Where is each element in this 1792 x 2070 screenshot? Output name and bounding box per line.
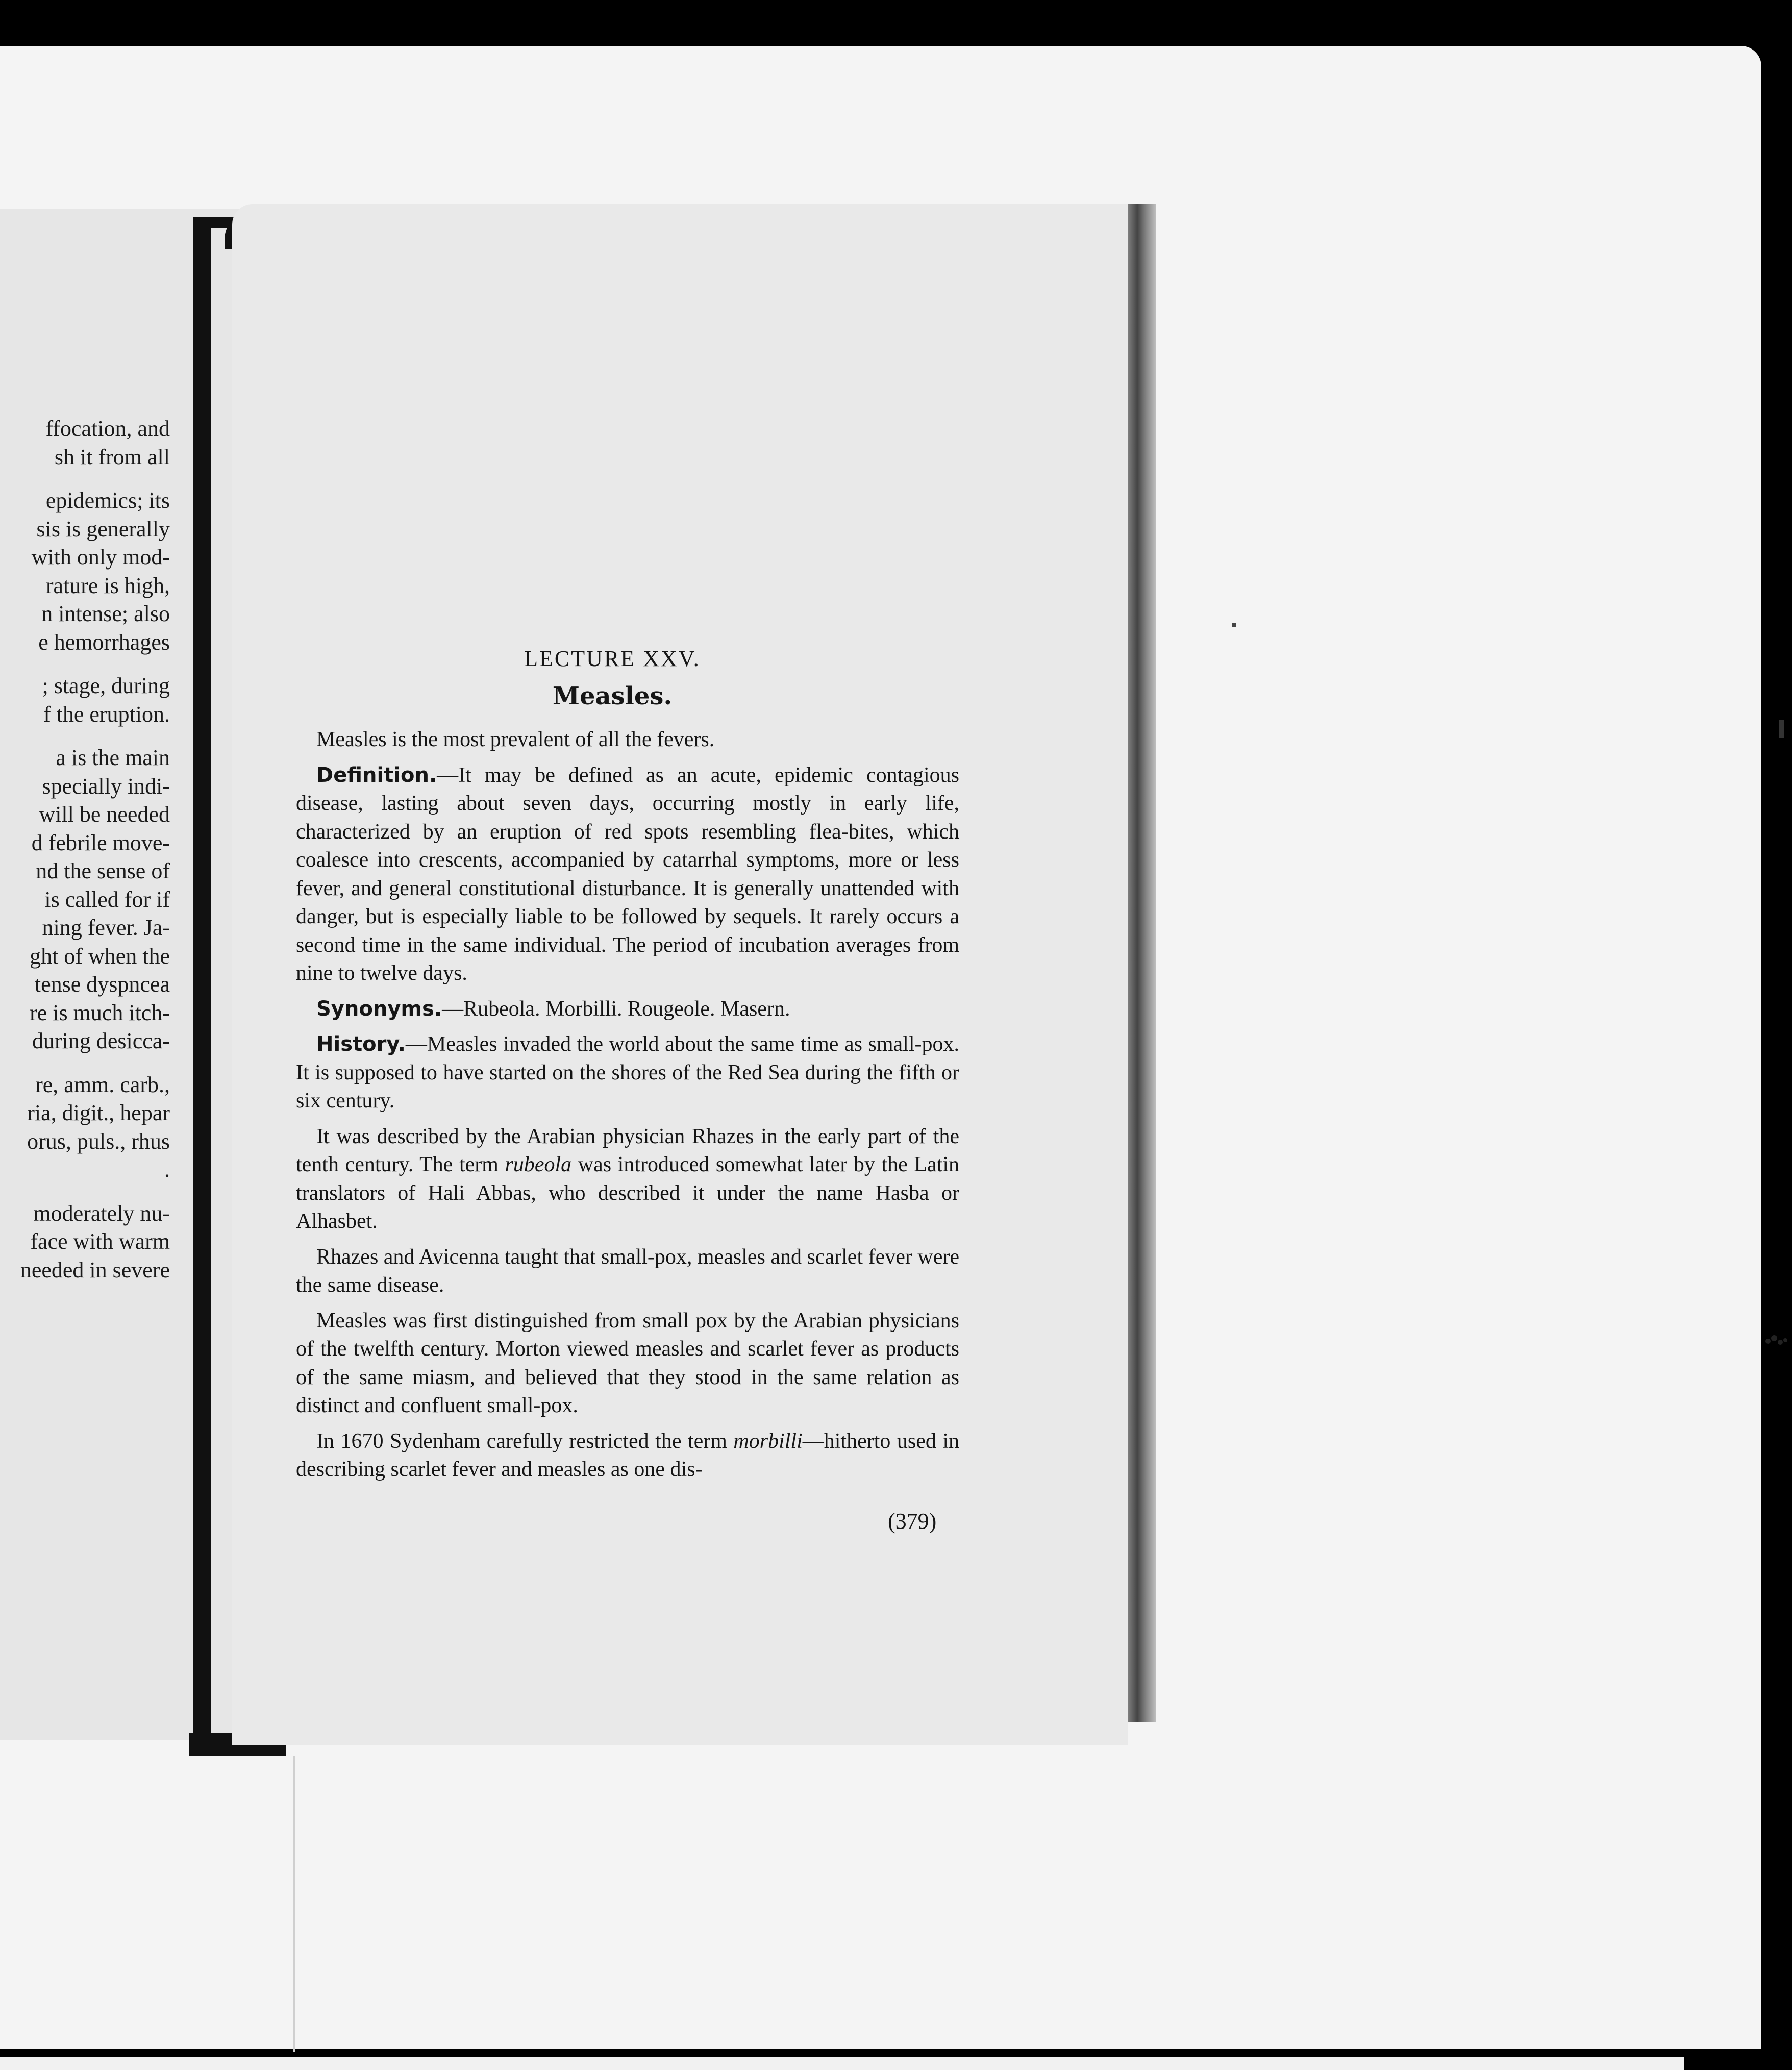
previous-page-line: needed in severe [20,1257,170,1283]
synonyms-paragraph [296,995,959,1024]
previous-page-line: n intense; also [41,601,170,626]
previous-page-line: . [164,1157,170,1182]
previous-page-line: rature is high, [45,573,170,598]
previous-page-line: moderately nu- [33,1200,170,1226]
rhazes-paragraph [296,1123,959,1236]
previous-page-line: nd the sense of [36,858,170,883]
previous-page-line: re, amm. carb., [35,1072,170,1097]
subject-title: Measles. [552,682,673,710]
scan-speck [1232,623,1236,627]
scan-border-strip [0,2057,1684,2070]
intro-text: Measles is the most prevalent of all the fevers. [316,728,715,751]
book-spine [193,217,211,1738]
rhazes-text-b: was introduced somewhat later by the Latin translators of Hali Abbas, who described it under the name Hasba or Alhasbet. [296,1153,959,1233]
previous-page-line: f the eruption. [43,701,170,727]
intro-paragraph [296,726,959,754]
previous-page-line: orus, puls., rhus [27,1128,170,1154]
previous-page-line: ning fever. Ja- [42,915,170,940]
history-text: —Measles invaded the world about the same time as small-pox. It is supposed to have started on the shores of the Red Sea during the fifth or six century. [296,1032,959,1113]
morton-text: Measles was first distinguished from small pox by the Arabian physicians of the twelfth century. Morton viewed measles and scarlet fever as products of the same miasm, and believed that they stood in the same relation as distinct and confluent small-pox. [296,1309,959,1417]
avicenna-text: Rhazes and Avicenna taught that small-pox, measles and scarlet fever were the same disease. [296,1245,959,1297]
previous-page-line: d febrile move- [31,830,170,855]
previous-page-line: ght of when the [30,943,170,969]
definition-text: —It may be defined as an acute, epidemic contagious disease, lasting about seven days, occurring mostly in early life, characterized by an eruption of red spots resembling flea-bites, which coalesce into crescents, accompanied by catarrhal symptoms, more or less fever, and general constitutional disturbance. It is generally unattended with danger, but is especially liable to be followed by sequels. It rarely occurs a second time in the same individual. The period of incubation averages from nine to twelve days. [296,763,959,985]
previous-page-line: e hemorrhages [38,629,170,655]
gutter-line [293,1756,295,2052]
sydenham-paragraph [296,1427,959,1484]
synonyms-heading: Synonyms. [316,997,442,1021]
previous-page-text [0,414,170,1284]
previous-page-line: tense dyspncea [34,972,170,997]
previous-page-line: sis is generally [36,516,170,541]
sydenham-text-b: —hitherto used in describing scarlet fever and measles as one dis- [296,1429,959,1481]
page-body [296,646,959,1491]
previous-page-line: is called for if [44,886,170,912]
previous-page-line: re is much itch- [30,1000,170,1025]
previous-page-line: ffocation, and [45,416,170,441]
previous-page-line: sh it from all [54,444,170,470]
scan-speck-cluster [1763,1327,1788,1352]
previous-page-line: will be needed [39,802,170,827]
previous-page-line: during desicca- [32,1028,170,1053]
previous-page-line: epidemics; its [45,488,170,513]
page-number: (379) [888,1509,937,1534]
previous-page-line: specially indi- [42,773,170,799]
rubeola-term: rubeola [505,1153,572,1176]
scan-speck [1779,720,1784,738]
previous-page-line: face with warm [30,1229,170,1254]
definition-heading: Definition. [316,763,437,787]
rhazes-text-a: It was described by the Arabian physician Rhazes in the early part of the tenth century. The term [296,1124,959,1176]
lecture-title: LECTURE XXV. [524,646,701,671]
history-heading: History. [316,1032,406,1056]
previous-page-line: ; stage, during [42,673,170,698]
sydenham-text-a: In 1670 Sydenham carefully restricted the term [316,1429,734,1453]
previous-page-line: ria, digit., hepar [27,1100,170,1125]
history-paragraph [296,1030,959,1116]
morton-paragraph [296,1307,959,1420]
synonyms-text: —Rubeola. Morbilli. Rougeole. Masern. [442,997,790,1021]
definition-paragraph [296,761,959,988]
previous-page-line: with only mod- [31,545,170,570]
avicenna-paragraph [296,1243,959,1300]
previous-page-line: a is the main [56,745,170,770]
morbilli-term: morbilli [733,1429,803,1453]
